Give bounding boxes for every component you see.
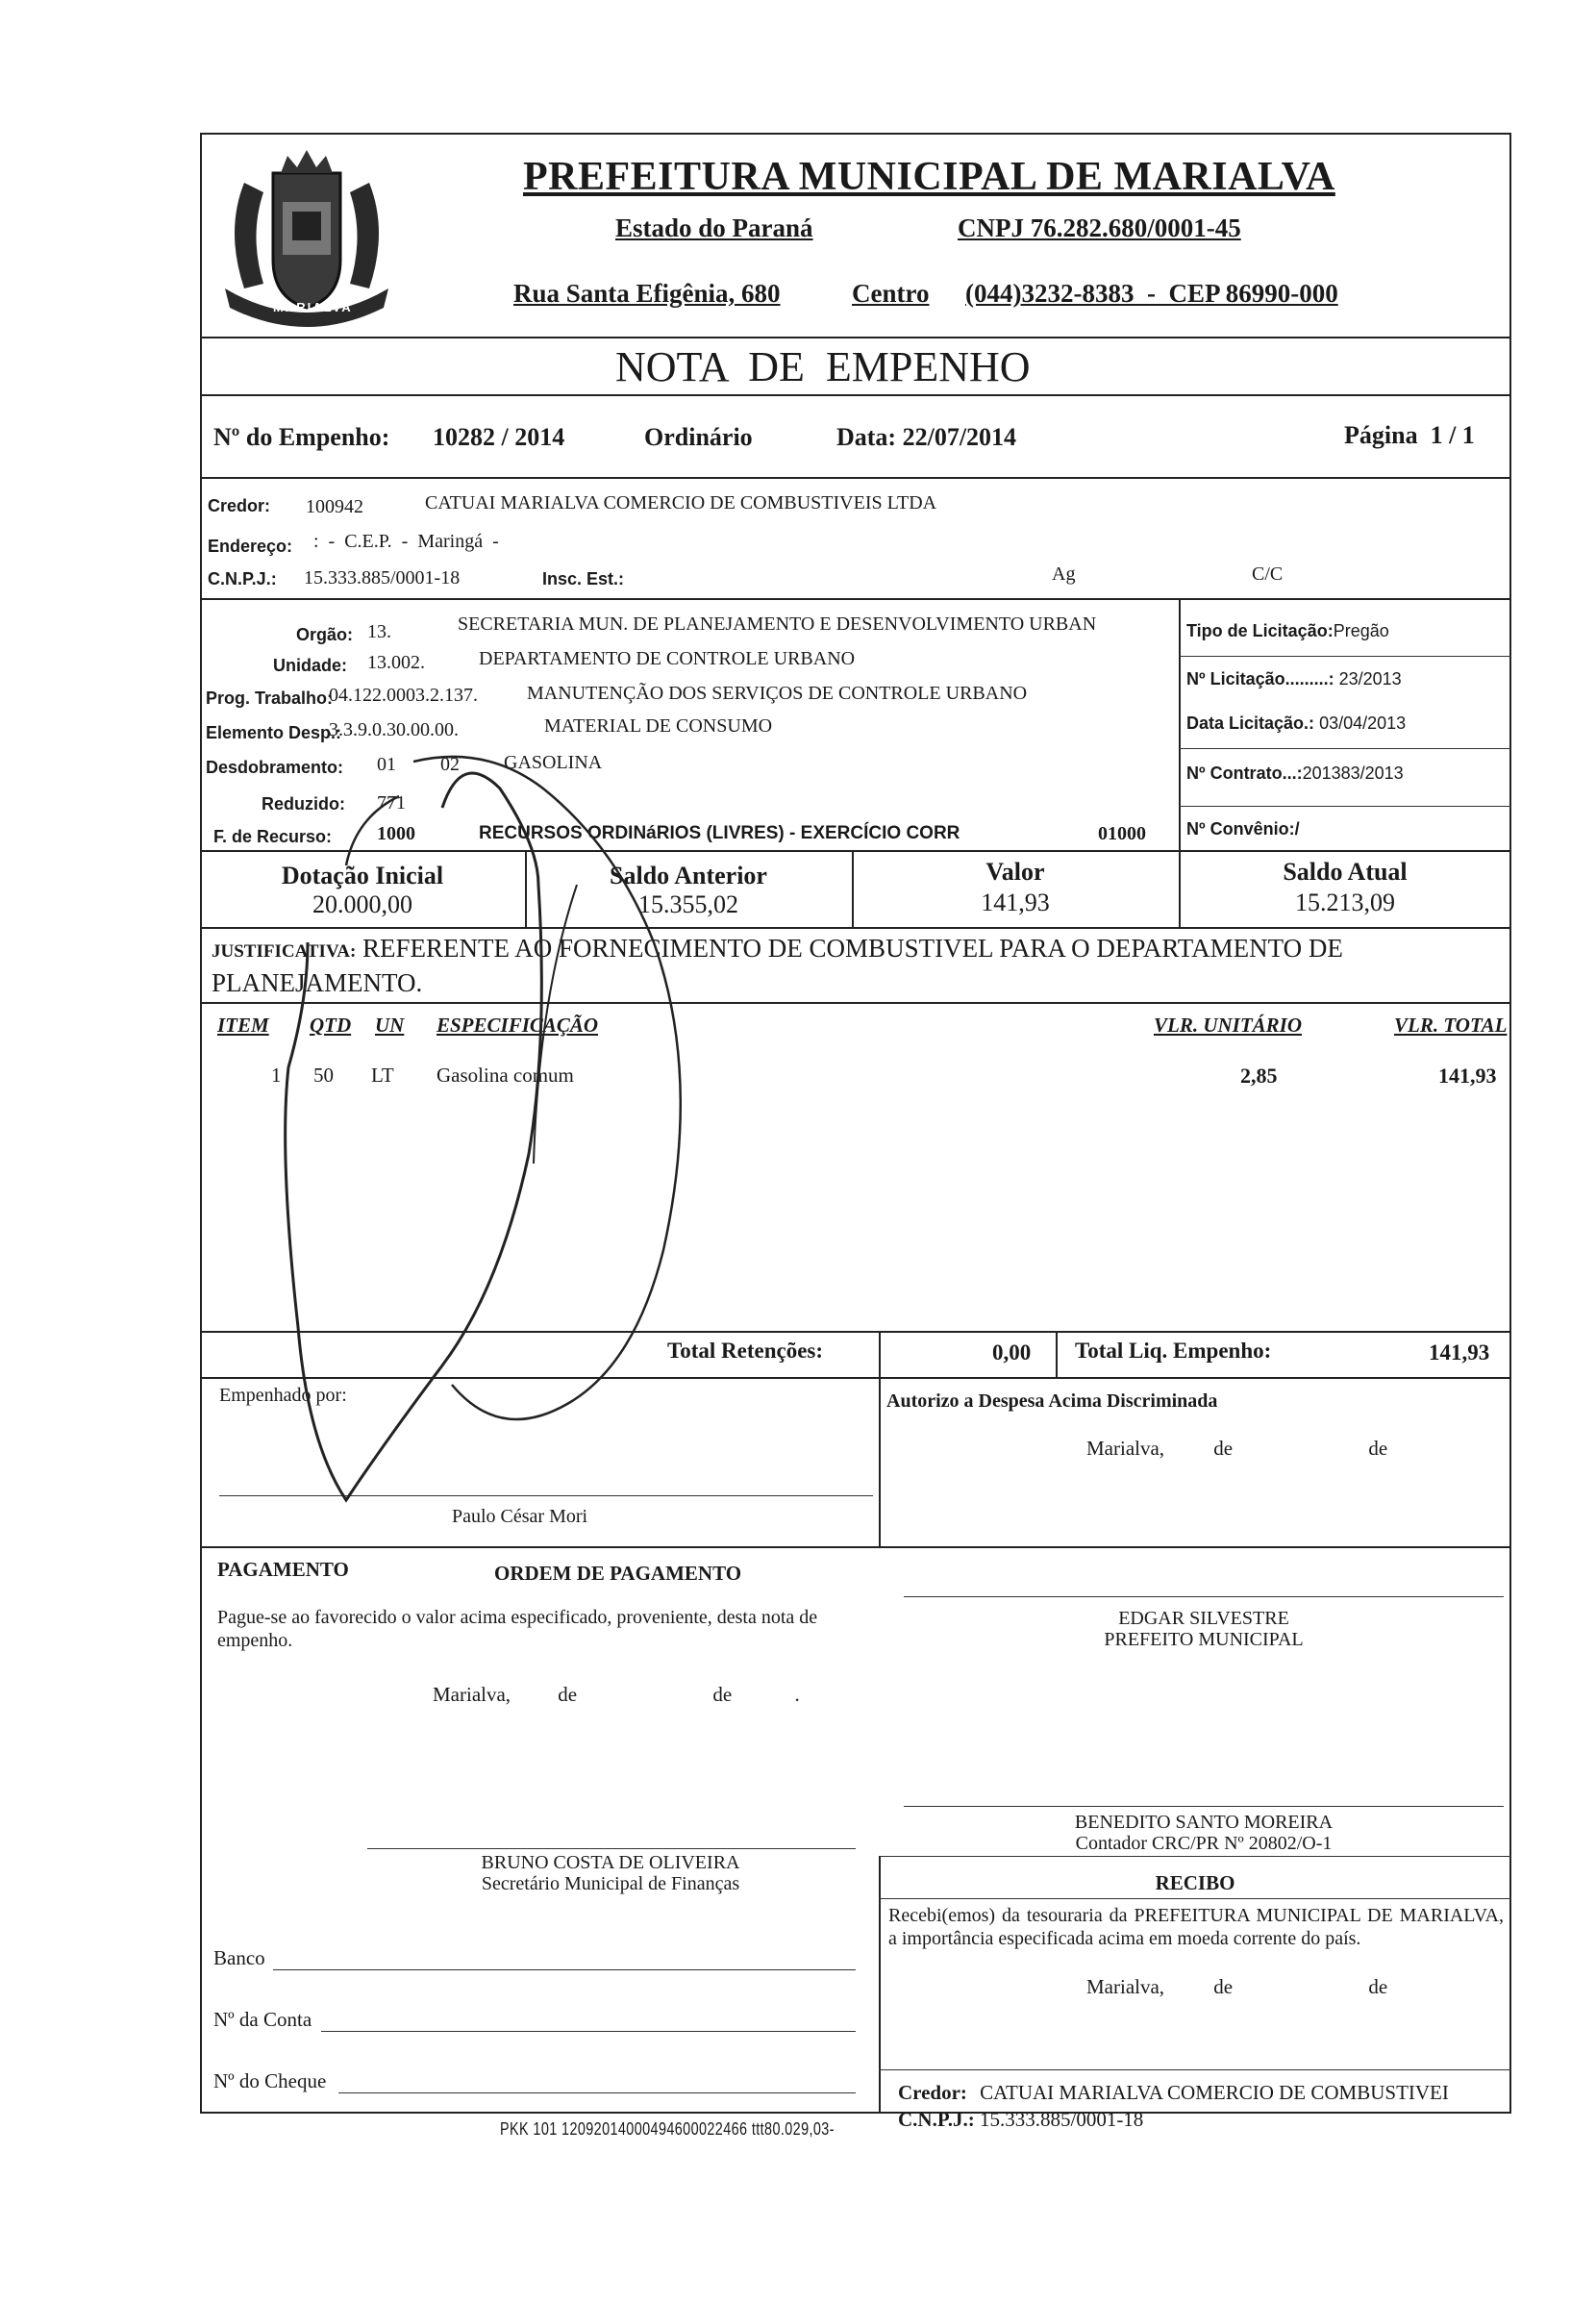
desdobramento-code-1: 01	[377, 754, 396, 775]
pagamento-label: PAGAMENTO	[217, 1558, 349, 1581]
valor-label: Valor	[985, 858, 1045, 886]
reduzido-label: Reduzido:	[262, 794, 345, 814]
street-label: Rua Santa Efigênia, 680	[513, 279, 781, 308]
orgao-name: SECRETARIA MUN. DE PLANEJAMENTO E DESENVOLVIMENTO URBAN	[458, 614, 1097, 635]
crest-ribbon-text: MARIALVA	[273, 300, 353, 314]
liq-value: 141,93	[1429, 1340, 1490, 1365]
credor-label: Credor:	[208, 496, 271, 515]
prog-code: 04.122.0003.2.137.	[329, 685, 478, 706]
saldo-anterior-label: Saldo Anterior	[610, 862, 767, 889]
row-unit: 2,85	[1240, 1064, 1278, 1088]
desdobramento-name: GASOLINA	[504, 752, 603, 773]
cnpj-label: CNPJ 76.282.680/0001-45	[958, 213, 1241, 242]
saldo-anterior-value: 15.355,02	[638, 890, 738, 918]
doc-title: NOTA DE EMPENHO	[615, 343, 1031, 390]
unidade-name: DEPARTAMENTO DE CONTROLE URBANO	[479, 648, 856, 669]
retencoes-label: Total Retenções:	[667, 1339, 824, 1363]
prefeito-name: EDGAR SILVESTRE	[1118, 1608, 1289, 1629]
recibo-date: Marialva, de de	[1086, 1975, 1388, 1998]
empenho-number: 10282 / 2014	[433, 423, 565, 451]
ordem-pagamento-label: ORDEM DE PAGAMENTO	[494, 1562, 742, 1585]
recurso-number: 01000	[1098, 823, 1146, 844]
saldo-atual-value: 15.213,09	[1295, 889, 1395, 916]
address-value: : - C.E.P. - Maringá -	[313, 531, 499, 552]
desdobramento-code-2: 02	[440, 754, 460, 775]
tipo-licitacao-label: Tipo de Licitação:Pregão	[1186, 621, 1389, 640]
col-qtd-header: QTD	[310, 1014, 352, 1037]
recurso-code: 1000	[377, 823, 415, 844]
cc-label: C/C	[1252, 563, 1284, 585]
recibo-cnpj: C.N.P.J.: 15.333.885/0001-18	[898, 2108, 1144, 2131]
contador-title: Contador CRC/PR Nº 20802/O-1	[1075, 1833, 1333, 1854]
elemento-name: MATERIAL DE CONSUMO	[544, 715, 773, 737]
ag-label: Ag	[1052, 563, 1076, 585]
secretario-title: Secretário Municipal de Finanças	[481, 1873, 740, 1894]
banco-label: Banco	[213, 1946, 265, 1969]
address-label: Endereço:	[208, 537, 293, 556]
page-title: PREFEITURA MUNICIPAL DE MARIALVA	[523, 155, 1335, 199]
retencoes-value: 0,00	[992, 1340, 1032, 1365]
col-un-header: UN	[375, 1014, 405, 1037]
prog-name: MANUTENÇÃO DOS SERVIÇOS DE CONTROLE URBANO	[527, 683, 1028, 704]
cnpj-credor-label: C.N.P.J.:	[208, 569, 277, 589]
justificativa: JUSTIFICATIVA: REFERENTE AO FORNECIMENTO DE COMBUSTIVEL PARA O DEPARTAMENTO DE PLANEJAMENTO.	[212, 934, 1343, 997]
recibo-label: RECIBO	[1155, 1871, 1235, 1894]
unidade-code: 13.002.	[367, 652, 425, 673]
district-label: Centro	[852, 279, 930, 308]
col-unit-header: VLR. UNITÁRIO	[1154, 1014, 1303, 1037]
credor-code: 100942	[306, 496, 363, 517]
contrato-label: Nº Contrato...:201383/2013	[1186, 764, 1404, 783]
row-un: LT	[371, 1064, 394, 1087]
empenhado-label: Empenhado por:	[219, 1385, 347, 1406]
unidade-label: Unidade:	[273, 656, 348, 675]
row-qtd: 50	[313, 1064, 334, 1087]
autorizo-label: Autorizo a Despesa Acima Discriminada	[886, 1390, 1218, 1412]
col-item-header: ITEM	[217, 1014, 269, 1037]
col-esp-header: ESPECIFICAÇÃO	[436, 1014, 599, 1037]
dotacao-label: Dotação Inicial	[281, 862, 444, 889]
recurso-label: F. de Recurso:	[213, 827, 333, 846]
cheque-label: Nº do Cheque	[213, 2069, 327, 2092]
autorizo-date: Marialva, de de	[1086, 1437, 1388, 1460]
elemento-label: Elemento Desp.:	[206, 723, 342, 742]
recibo-credor: Credor: CATUAI MARIALVA COMERCIO DE COMBUSTIVEI	[898, 2081, 1449, 2104]
elemento-code: 3.3.9.0.30.00.00.	[329, 719, 459, 740]
licitacao-number-label: Nº Licitação.........: 23/2013	[1186, 669, 1402, 689]
handwritten-signature	[250, 750, 731, 1558]
pagamento-date: Marialva, de de .	[433, 1683, 800, 1706]
orgao-code: 13.	[367, 621, 391, 642]
conta-label: Nº da Conta	[213, 2008, 312, 2031]
dotacao-value: 20.000,00	[312, 890, 412, 918]
recurso-name: RECURSOS ORDINáRIOS (LIVRES) - EXERCÍCIO CORR	[479, 823, 960, 843]
credor-name: CATUAI MARIALVA COMERCIO DE COMBUSTIVEIS LTDA	[425, 492, 937, 513]
phone-cep-label: (044)3232-8383 - CEP 86990-000	[965, 279, 1338, 308]
prog-label: Prog. Trabalho:	[206, 689, 334, 708]
state-label: Estado do Paraná	[615, 213, 813, 242]
reduzido-value: 771	[377, 792, 406, 814]
empenho-number-label: Nº do Empenho:	[213, 423, 390, 451]
recibo-text: Recebi(emos) da tesouraria da PREFEITURA MUNICIPAL DE MARIALVA, a importância especificada acima em moeda corrente do país.	[888, 1905, 1504, 1949]
empenho-type: Ordinário	[644, 423, 753, 451]
desdobramento-label: Desdobramento:	[206, 758, 344, 777]
row-total: 141,93	[1438, 1064, 1497, 1088]
insc-label: Insc. Est.:	[542, 569, 625, 589]
secretario-name: BRUNO COSTA DE OLIVEIRA	[481, 1852, 740, 1873]
liq-label: Total Liq. Empenho:	[1075, 1339, 1272, 1363]
crest-logo	[206, 144, 408, 337]
prefeito-title: PREFEITO MUNICIPAL	[1104, 1629, 1304, 1650]
cnpj-credor-value: 15.333.885/0001-18	[304, 567, 461, 589]
row-item: 1	[271, 1064, 282, 1087]
footer-barcode-text: PKK 101 12092014000494600022466 ttt80.029,03-	[500, 2119, 835, 2139]
page-number: Página 1 / 1	[1344, 421, 1475, 449]
convenio-label: Nº Convênio:/	[1186, 819, 1300, 839]
col-total-header: VLR. TOTAL	[1394, 1014, 1508, 1037]
saldo-atual-label: Saldo Atual	[1283, 858, 1408, 886]
empenho-date: Data: 22/07/2014	[836, 423, 1017, 451]
valor-value: 141,93	[981, 889, 1050, 916]
empenhado-name: Paulo César Mori	[452, 1506, 588, 1527]
row-esp: Gasolina comum	[436, 1064, 574, 1087]
pagamento-text: Pague-se ao favorecido o valor acima especificado, proveniente, desta nota de empenho.	[217, 1607, 818, 1651]
data-licitacao-label: Data Licitação.: 03/04/2013	[1186, 714, 1407, 733]
contador-name: BENEDITO SANTO MOREIRA	[1074, 1812, 1334, 1833]
orgao-label: Orgão:	[296, 625, 354, 644]
